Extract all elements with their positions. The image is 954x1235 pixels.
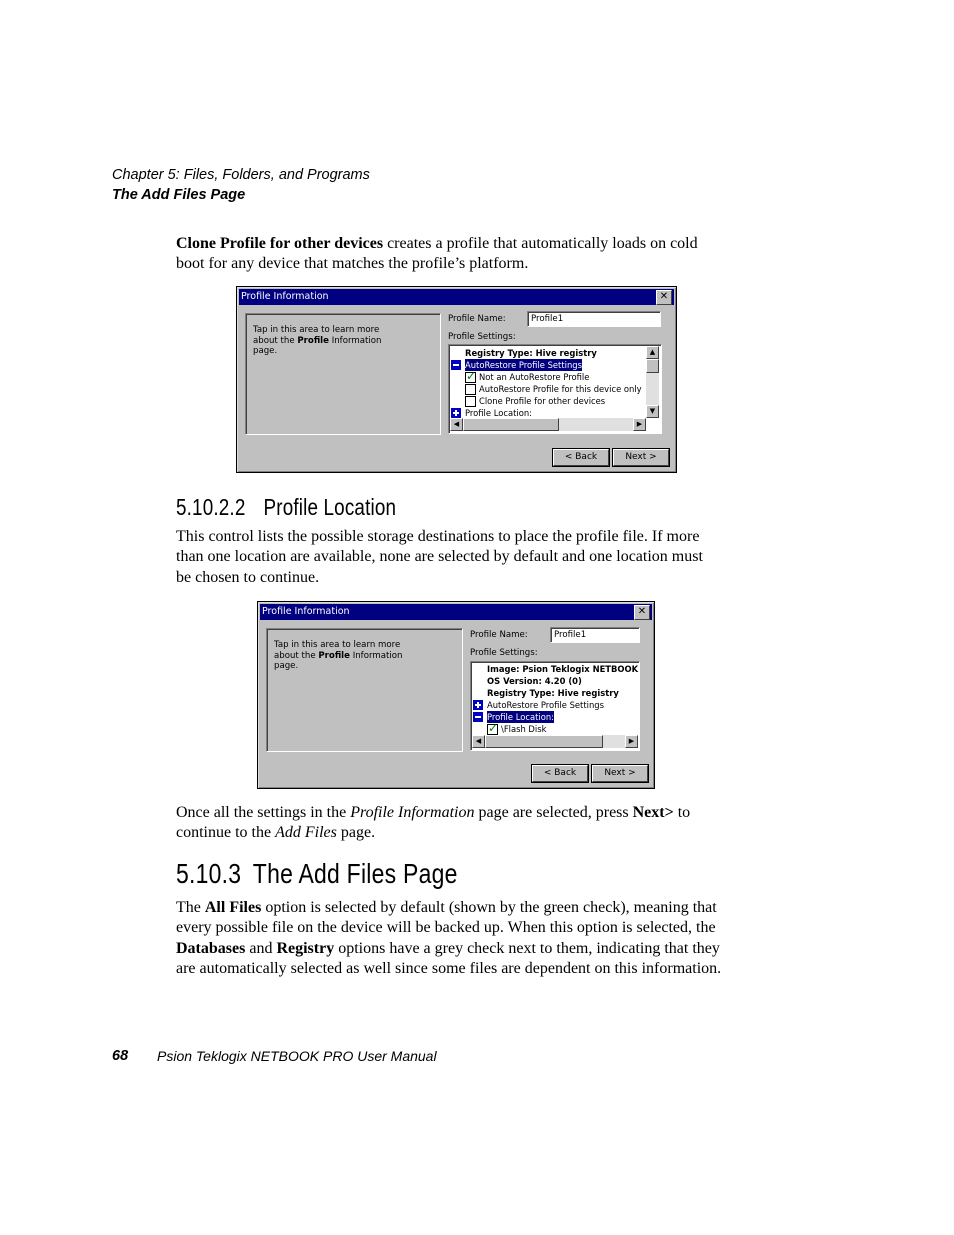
scroll-left-icon[interactable]: ◀ [472,735,485,748]
tree-row-profile-location[interactable]: Profile Location: [487,712,554,722]
scroll-left-icon[interactable]: ◀ [450,418,463,431]
back-button[interactable]: < Back [532,765,588,782]
collapse-icon[interactable] [473,712,483,722]
collapse-icon[interactable] [451,360,461,370]
help-text: Tap in this area to learn more about the Profile Information page. [253,325,382,356]
close-button[interactable]: ✕ [656,290,672,305]
tree-row-autorestore-device[interactable]: AutoRestore Profile for this device only [479,384,642,394]
tree-row-image[interactable]: Image: Psion Teklogix NETBOOK [487,664,639,674]
profile-settings-label: Profile Settings: [448,332,516,342]
intro-paragraph: Clone Profile for other devices creates a profile that automatically loads on cold boot for any device that matches the profile’s platform. [176,235,698,273]
help-area[interactable] [266,628,463,752]
dialog-titlebar [260,604,652,620]
page-number: 68 [112,1048,129,1064]
expand-icon[interactable] [473,700,483,710]
tree-row-autorestore-settings[interactable]: AutoRestore Profile Settings [465,360,582,370]
chapter-header: Chapter 5: Files, Folders, and Programs [112,167,370,183]
profile-name-label: Profile Name: [448,314,506,324]
horizontal-scrollbar[interactable] [450,418,646,431]
scroll-right-icon[interactable]: ▶ [633,418,646,431]
horizontal-scrollbar[interactable] [472,735,638,748]
profile-settings-tree[interactable] [448,344,662,434]
profile-settings-tree[interactable] [470,661,640,751]
scroll-down-icon[interactable]: ▼ [646,405,659,418]
section-heading-add-files: 5.10.3 The Add Files Page [176,858,458,889]
profile-settings-label: Profile Settings: [470,648,538,658]
next-instruction-paragraph: Once all the settings in the Profile Information page are selected, press Next> to continue to the Add Files page. [176,804,691,842]
tree-row-registry-type[interactable]: Registry Type: Hive registry [487,688,619,698]
tree-row-registry-type[interactable]: Registry Type: Hive registry [465,348,597,358]
checkbox-checked-icon[interactable] [465,372,476,383]
dialog-title: Profile Information [241,291,329,302]
profile-info-dialog-2 [257,601,655,789]
profile-name-input[interactable]: Profile1 [527,311,661,327]
section-heading-profile-location: 5.10.2.2 Profile Location [176,494,397,520]
tree-row-flash-disk[interactable]: \Flash Disk [501,724,547,734]
scroll-right-icon[interactable]: ▶ [625,735,638,748]
next-button[interactable]: Next > [592,765,648,782]
dialog-titlebar [239,289,674,305]
next-button[interactable]: Next > [613,449,669,466]
scroll-up-icon[interactable]: ▲ [646,346,659,359]
profile-info-dialog-1 [236,286,677,473]
checkbox-checked-icon[interactable] [487,724,498,735]
scroll-thumb[interactable] [485,735,603,748]
scroll-thumb[interactable] [463,418,559,431]
clone-profile-term: Clone Profile for other devices [176,235,384,252]
scroll-thumb[interactable] [646,359,659,373]
checkbox-icon[interactable] [465,396,476,407]
expand-icon[interactable] [451,408,461,418]
tree-row-autorestore-settings[interactable]: AutoRestore Profile Settings [487,700,604,710]
tree-row-os-version[interactable]: OS Version: 4.20 (0) [487,676,582,686]
profile-name-label: Profile Name: [470,630,528,640]
section-header: The Add Files Page [112,187,246,203]
vertical-scrollbar[interactable] [646,346,659,418]
back-button[interactable]: < Back [553,449,609,466]
checkbox-icon[interactable] [465,384,476,395]
profile-location-paragraph: This control lists the possible storage destinations to place the profile file. If more than one location are available, none are selected by default and one location must be chosen to continue. [176,528,703,586]
help-area[interactable] [245,313,441,435]
close-button[interactable]: ✕ [634,605,650,620]
tree-row-not-autorestore[interactable]: Not an AutoRestore Profile [479,372,590,382]
add-files-paragraph: The All Files option is selected by default (shown by the green check), meaning that every possible file on the device will be backed up. When this option is selected, the Databases and Registry options have a grey check next to them, indicating that they are automatically selected as well since some files are dependent on this information. [176,899,722,977]
tree-row-profile-location[interactable]: Profile Location: [465,408,532,418]
tree-row-clone-profile[interactable]: Clone Profile for other devices [479,396,606,406]
manual-title: Psion Teklogix NETBOOK PRO User Manual [157,1048,437,1064]
profile-name-input[interactable]: Profile1 [550,627,640,643]
dialog-title: Profile Information [262,606,350,617]
help-text: Tap in this area to learn more about the Profile Information page. [274,640,403,671]
